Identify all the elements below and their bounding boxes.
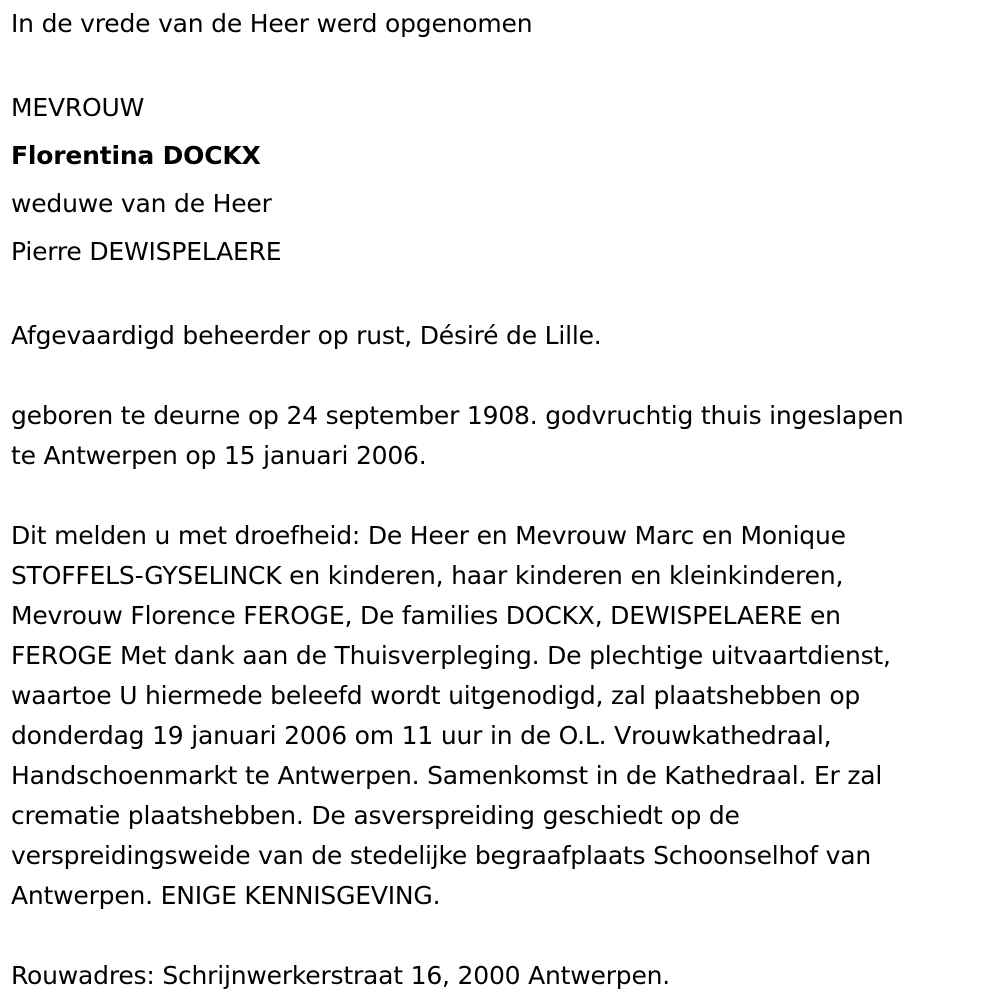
spouse-name: Pierre DEWISPELAERE [11, 237, 282, 266]
mourning-address: Rouwadres: Schrijnwerkerstraat 16, 2000 Antwerpen. [11, 961, 671, 990]
obituary-notice [11, 0, 991, 996]
paragraph-line: STOFFELS-GYSELINCK en kinderen, haar kinderen en kleinkinderen, [11, 561, 844, 590]
person-relation: weduwe van de Heer [11, 189, 272, 218]
paragraph-line: te Antwerpen op 15 januari 2006. [11, 441, 427, 470]
spacer [11, 916, 991, 956]
person-name: Florentina DOCKX [11, 141, 261, 170]
paragraph-line: donderdag 19 januari 2006 om 11 uur in de O.L. Vrouwkathedraal, [11, 721, 832, 750]
birth-death-paragraph [11, 396, 991, 476]
paragraph-line: FEROGE Met dank aan de Thuisverpleging. De plechtige uitvaartdienst, [11, 641, 891, 670]
paragraph-line: Dit melden u met droefheid: De Heer en Mevrouw Marc en Monique [11, 521, 846, 550]
paragraph-line: crematie plaatshebben. De asverspreiding geschiedt op de [11, 801, 740, 830]
paragraph-line: waartoe U hiermede beleefd wordt uitgenodigd, zal plaatshebben op [11, 681, 861, 710]
announcement-paragraph [11, 516, 991, 916]
spacer [11, 476, 991, 516]
paragraph-line: Antwerpen. ENIGE KENNISGEVING. [11, 881, 441, 910]
spacer [11, 276, 991, 316]
paragraph-line: geboren te deurne op 24 september 1908. godvruchtig thuis ingeslapen [11, 401, 904, 430]
paragraph-line: verspreidingsweide van de stedelijke begraafplaats Schoonselhof van [11, 841, 872, 870]
paragraph-line: Handschoenmarkt te Antwerpen. Samenkomst in de Kathedraal. Er zal [11, 761, 883, 790]
paragraph-line: Mevrouw Florence FEROGE, De families DOCKX, DEWISPELAERE en [11, 601, 841, 630]
spacer [11, 44, 991, 84]
occupation-text: Afgevaardigd beheerder op rust, Désiré de Lille. [11, 321, 602, 350]
intro-text: In de vrede van de Heer werd opgenomen [11, 9, 533, 38]
spacer [11, 356, 991, 396]
person-title: MEVROUW [11, 93, 145, 122]
